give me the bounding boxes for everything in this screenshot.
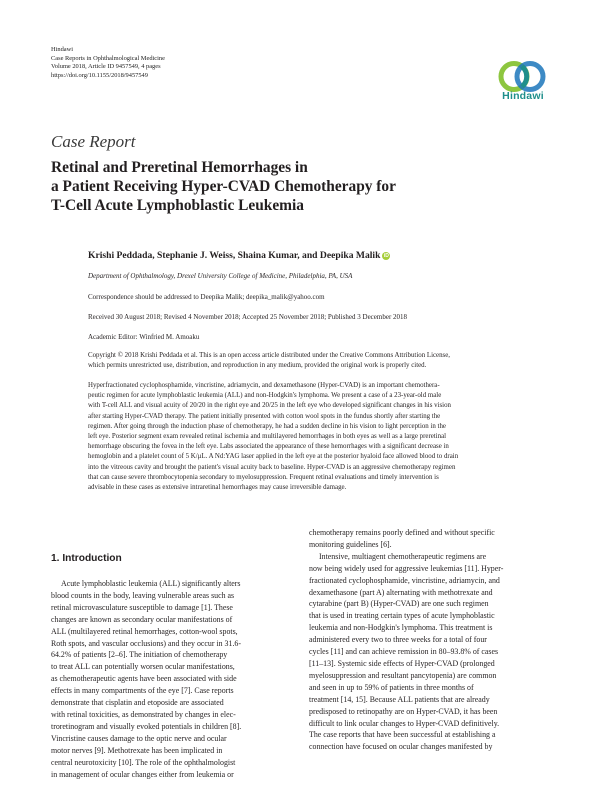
abstract-line: Hyperfractionated cyclophosphamide, vincristine, adriamycin, and dexamethasone (Hyper-CVAD) is an important chemothera- bbox=[88, 382, 440, 389]
abstract-line: with T-cell ALL and visual acuity of 20/20 in the right eye and 20/25 in the left eye who developed significant changes in his vision bbox=[88, 402, 451, 410]
body-line: difficult to link ocular changes to Hyper-CVAD definitively. bbox=[309, 718, 500, 728]
article-type: Case Report bbox=[51, 132, 136, 151]
body-line: central neurotoxicity [10]. The role of the ophthalmologist bbox=[51, 757, 236, 767]
abstract-line: hemorrhage obscuring the fovea in the left eye. Labs associated the appearance of these hemorrhages with a significant decrease in bbox=[88, 443, 449, 451]
body-column-left bbox=[51, 578, 294, 780]
body-line: Intensive, multiagent chemotherapeutic regimens are bbox=[319, 551, 487, 561]
copyright-notice bbox=[88, 351, 550, 372]
body-line: monitoring guidelines [6]. bbox=[309, 539, 392, 549]
body-line: with retinal toxicities, as demonstrated by changes in elec- bbox=[51, 709, 236, 719]
body-line: changes are known as secondary ocular manifestations of bbox=[51, 614, 233, 624]
body-line: connection have focused on ocular changes manifested by bbox=[309, 742, 493, 752]
body-line: as chemotherapeutic agents have been associated with side bbox=[51, 674, 237, 684]
body-line: blood counts in the body, leaving vulnerable areas such as bbox=[51, 590, 235, 600]
body-line: to treat ALL can potentially worsen ocular manifestations, bbox=[51, 662, 235, 672]
abstract-line: into the vitreous cavity and brought the patient's visual acuity back to baseline. Hyper-CVAD is an aggressive chemotherapy regimen bbox=[88, 463, 456, 471]
title-line: T-Cell Acute Lymphoblastic Leukemia bbox=[51, 197, 304, 214]
body-line: now being widely used for aggressive leukemias [11]. Hyper- bbox=[309, 563, 504, 573]
body-line: Roth spots, and vascular occlusions) and they occur in 31.6- bbox=[51, 638, 241, 648]
body-line: and seen in up to 59% of patients in three months of bbox=[309, 682, 474, 692]
body-line: treatment [14, 15]. Because ALL patients that are already bbox=[309, 694, 490, 704]
body-line: leukemia and non-Hodgkin's lymphoma. This treatment is bbox=[309, 623, 493, 633]
body-line: demonstrate that cisplatin and etoposide are associated bbox=[51, 698, 224, 708]
hindawi-brand-text: Hindawi bbox=[502, 90, 544, 102]
publication-dates: Received 30 August 2018; Revised 4 November 2018; Accepted 25 November 2018; Published 3 December 2018 bbox=[88, 313, 408, 321]
body-line: ALL (multilayered retinal hemorrhages, cotton-wool spots, bbox=[51, 626, 238, 636]
doi-link[interactable]: https://doi.org/10.1155/2018/9457549 bbox=[51, 71, 148, 79]
body-line: dexamethasone (part A) alternating with methotrexate and bbox=[309, 587, 493, 597]
abstract-line: that can cause severe thrombocytopenia secondary to myelosuppression. Frequent retinal evaluations and timely intervention is bbox=[88, 473, 439, 481]
abstract-line: left eye. Posterior segment exam revealed retinal ischemia and multilayered hemorrhages in both eyes as well as a large preretinal bbox=[88, 433, 447, 441]
body-line: in management of ocular changes either from leukemia or bbox=[51, 769, 234, 779]
orcid-icon[interactable]: iD bbox=[383, 253, 389, 259]
section-heading: 1. Introduction bbox=[51, 553, 122, 564]
body-line: [11–13]. Systemic side effects of Hyper-CVAD (prolonged bbox=[309, 658, 495, 668]
abstract-line: advisable in these cases as extensive intraretinal hemorrhages may cause irreversible damage. bbox=[88, 484, 347, 492]
author-names: Krishi Peddada, Stephanie J. Weiss, Shaina Kumar, and Deepika Malik bbox=[88, 250, 381, 261]
abstract-line: after starting Hyper-CVAD therapy. The patient initially presented with cotton wool spots in the fundus shortly after starting the bbox=[88, 412, 441, 420]
author-list bbox=[88, 250, 390, 261]
abstract-line: hemoglobin and a platelet count of 5 K/μL. A Nd:YAG laser applied in the left eye at the posterior hyaloid face allowed blood to drain bbox=[88, 453, 459, 461]
body-line: effects in many compartments of the eye [7]. Case reports bbox=[51, 686, 234, 696]
abstract-line: peutic regimen for acute lymphoblastic leukemia (ALL) and non-Hodgkin's lymphoma. We present a case of a 23-year-old male bbox=[88, 392, 442, 400]
affiliation: Department of Ophthalmology, Drexel University College of Medicine, Philadelphia, PA, USA bbox=[88, 272, 353, 280]
volume-line: Volume 2018, Article ID 9457549, 4 pages bbox=[51, 63, 161, 71]
body-line: Acute lymphoblastic leukemia (ALL) significantly alters bbox=[61, 579, 241, 588]
body-line: troretinogram and visually evoked potentials in children [8]. bbox=[51, 721, 242, 731]
copyright-line: which permits unrestricted use, distribution, and reproduction in any medium, provided the original work is properly cited. bbox=[88, 362, 427, 370]
body-line: fractionated cyclophosphamide, vincristine, adriamycin, and bbox=[309, 575, 500, 585]
correspondence: Correspondence should be addressed to Deepika Malik; deepika_malik@yahoo.com bbox=[88, 293, 325, 301]
abstract-line: regimen. After going through the induction phase of chemotherapy, he had a sudden decline in his vision to light perception in the bbox=[88, 422, 446, 430]
paper-title bbox=[51, 158, 521, 215]
body-line: 64.2% of patients [2–6]. The initiation of chemotherapy bbox=[51, 650, 228, 660]
body-line: Vincristine causes damage to the optic nerve and ocular bbox=[51, 733, 227, 743]
abstract bbox=[88, 381, 550, 493]
body-line: motor nerves [9]. Methotrexate has been implicated in bbox=[51, 745, 223, 755]
title-line: a Patient Receiving Hyper-CVAD Chemotherapy for bbox=[51, 178, 396, 195]
body-line: predisposed to retinopathy are on Hyper-CVAD, it has been bbox=[309, 706, 498, 716]
body-line: retinal microvasculature susceptible to damage [1]. These bbox=[51, 602, 233, 612]
body-column-right bbox=[309, 527, 552, 753]
body-line: administered every two to three weeks for a total of four bbox=[309, 635, 487, 645]
body-line: The case reports that have been successful at establishing a bbox=[309, 730, 496, 740]
copyright-line: Copyright © 2018 Krishi Peddada et al. This is an open access article distributed under the Creative Commons Attribution License, bbox=[88, 352, 451, 359]
body-line: myelosuppression and resultant pancytopenia) are common bbox=[309, 670, 497, 680]
publisher-name: Hindawi bbox=[51, 46, 74, 53]
body-line: chemotherapy remains poorly defined and without specific bbox=[309, 528, 495, 537]
journal-meta bbox=[51, 46, 165, 80]
body-line: cytarabine (part B) (Hyper-CVAD) are one such regimen bbox=[309, 599, 489, 609]
academic-editor: Academic Editor: Winfried M. Amoaku bbox=[88, 333, 200, 341]
body-line: cycles [11] and can achieve remission in 80–93.8% of cases bbox=[309, 647, 499, 657]
body-line: that is used in treating certain types of acute lymphoblastic bbox=[309, 611, 495, 621]
title-line: Retinal and Preretinal Hemorrhages in bbox=[51, 159, 308, 176]
journal-name: Case Reports in Ophthalmological Medicine bbox=[51, 54, 165, 62]
